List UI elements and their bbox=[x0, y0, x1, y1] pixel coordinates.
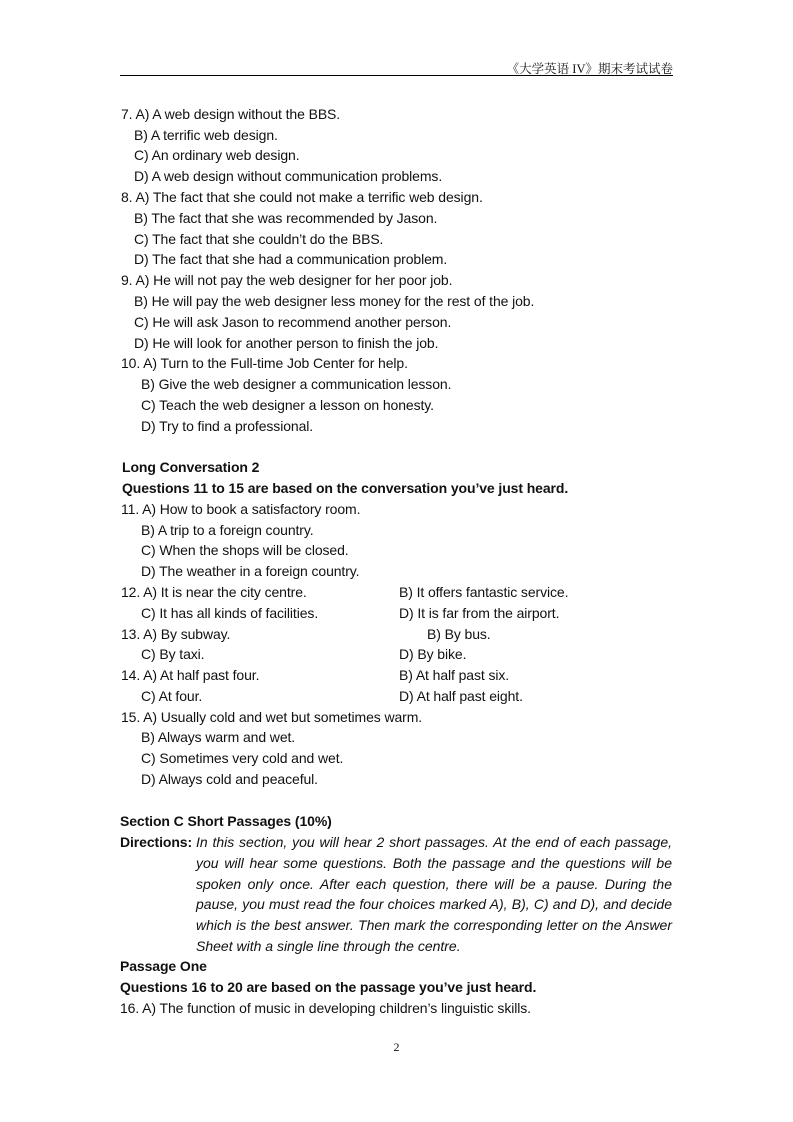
question-7-option-c: C) An ordinary web design. bbox=[134, 147, 300, 163]
question-12-option-a: 12. A) It is near the city centre. bbox=[121, 584, 307, 600]
question-14-option-b: B) At half past six. bbox=[399, 667, 510, 683]
header-divider bbox=[120, 75, 673, 76]
question-16-option-a: 16. A) The function of music in developing children’s linguistic skills. bbox=[120, 1000, 531, 1016]
page-number: 2 bbox=[393, 1040, 400, 1054]
question-11-option-d: D) The weather in a foreign country. bbox=[141, 563, 360, 579]
question-15-option-b: B) Always warm and wet. bbox=[141, 729, 296, 745]
long-conversation-2-instruction: Questions 11 to 15 are based on the conversation you’ve just heard. bbox=[122, 480, 569, 496]
question-10-option-a: 10. A) Turn to the Full-time Job Center for help. bbox=[121, 355, 408, 371]
question-10-option-c: C) Teach the web designer a lesson on honesty. bbox=[141, 397, 434, 413]
question-9-option-a: 9. A) He will not pay the web designer for her poor job. bbox=[121, 272, 453, 288]
question-13-option-d: D) By bike. bbox=[399, 646, 467, 662]
question-15-option-d: D) Always cold and peaceful. bbox=[141, 771, 318, 787]
question-9-option-b: B) He will pay the web designer less money for the rest of the job. bbox=[134, 293, 535, 309]
directions-label: Directions: bbox=[120, 834, 193, 850]
question-7-option-b: B) A terrific web design. bbox=[134, 127, 278, 143]
question-13-option-c: C) By taxi. bbox=[141, 646, 205, 662]
question-9-option-c: C) He will ask Jason to recommend another person. bbox=[134, 314, 452, 330]
question-8-option-a: 8. A) The fact that she could not make a terrific web design. bbox=[121, 189, 483, 205]
long-conversation-2-heading: Long Conversation 2 bbox=[122, 459, 260, 475]
question-14-option-d: D) At half past eight. bbox=[399, 688, 523, 704]
question-11-option-b: B) A trip to a foreign country. bbox=[141, 522, 314, 538]
question-14-option-a: 14. A) At half past four. bbox=[121, 667, 260, 683]
document-header-title: 《大学英语 IV》期末考试试卷 bbox=[506, 62, 673, 76]
question-10-option-b: B) Give the web designer a communication lesson. bbox=[141, 376, 452, 392]
section-c-heading: Section C Short Passages (10%) bbox=[120, 813, 332, 829]
question-13-option-a: 13. A) By subway. bbox=[121, 626, 231, 642]
question-8-option-c: C) The fact that she couldn’t do the BBS. bbox=[134, 231, 384, 247]
passage-one-instruction: Questions 16 to 20 are based on the passage you’ve just heard. bbox=[120, 979, 537, 995]
question-7-option-d: D) A web design without communication problems. bbox=[134, 168, 443, 184]
question-12-option-d: D) It is far from the airport. bbox=[399, 605, 560, 621]
question-10-option-d: D) Try to find a professional. bbox=[141, 418, 314, 434]
question-14-option-c: C) At four. bbox=[141, 688, 203, 704]
question-11-option-a: 11. A) How to book a satisfactory room. bbox=[121, 501, 361, 517]
question-15-option-c: C) Sometimes very cold and wet. bbox=[141, 750, 344, 766]
question-8-option-d: D) The fact that she had a communication problem. bbox=[134, 251, 448, 267]
question-11-option-c: C) When the shops will be closed. bbox=[141, 542, 349, 558]
question-7-option-a: 7. A) A web design without the BBS. bbox=[121, 106, 341, 122]
question-13-option-b: B) By bus. bbox=[427, 626, 491, 642]
passage-one-heading: Passage One bbox=[120, 958, 207, 974]
question-8-option-b: B) The fact that she was recommended by Jason. bbox=[134, 210, 438, 226]
question-12-option-c: C) It has all kinds of facilities. bbox=[141, 605, 319, 621]
question-12-option-b: B) It offers fantastic service. bbox=[399, 584, 569, 600]
question-15-option-a: 15. A) Usually cold and wet but sometimes warm. bbox=[121, 709, 423, 725]
directions-text: In this section, you will hear 2 short passages. At the end of each passage, you will hear some questions. Both the passage and the questions will be spoken only once. After each question, there will be a pause. During the pause, you must read the four choices marked A), B), C) and D), and decide which is the best answer. Then mark the corresponding letter on the Answer Sheet with a single line through the centre. bbox=[196, 834, 672, 954]
question-9-option-d: D) He will look for another person to finish the job. bbox=[134, 335, 439, 351]
